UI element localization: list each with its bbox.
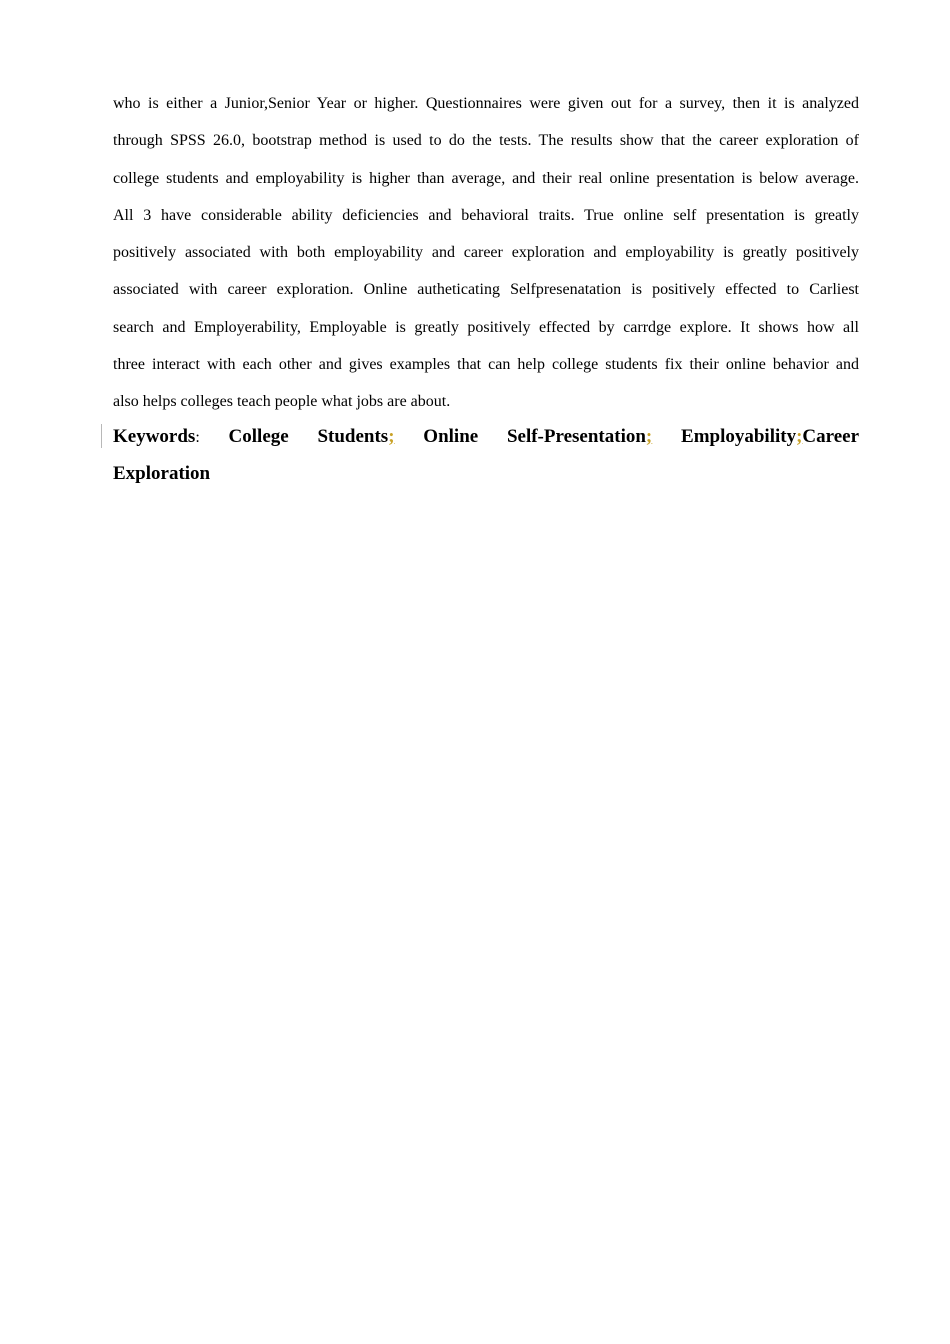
abstract-line: associated with career exploration. Online autheticating Selfpresenatation is positively effected to Carliest (113, 281, 859, 299)
keywords-colon: : (195, 429, 200, 446)
abstract-line: search and Employerability, Employable is greatly positively effected by carrdge explore. It shows how all (113, 318, 859, 336)
abstract-line: college students and employability is higher than average, and their real online presentation is below average. (113, 169, 859, 187)
keyword-item: Employability;Career (681, 426, 860, 447)
abstract-line: All 3 have considerable ability deficiencies and behavioral traits. True online self presentation is greatly (113, 206, 859, 224)
abstract-line: three interact with each other and gives examples that can help college students fix their online behavior and (113, 356, 859, 374)
tracked-change-bar (101, 424, 102, 448)
keywords-line (113, 418, 859, 455)
abstract-line: who is either a Junior,Senior Year or higher. Questionnaires were given out for a survey, then it is analyzed (113, 95, 859, 112)
keyword-separator: ; (645, 426, 653, 447)
keyword-item: College Students (228, 426, 389, 447)
keywords-label: Keywords (113, 426, 196, 447)
abstract-paragraph (113, 85, 859, 421)
keyword-item: Exploration (113, 463, 211, 484)
abstract-line: also helps colleges teach people what jobs are about. (113, 393, 451, 411)
keyword-separator: ; (388, 426, 395, 447)
abstract-line: positively associated with both employability and career exploration and employability is greatly positively (113, 244, 859, 262)
abstract-line: through SPSS 26.0, bootstrap method is used to do the tests. The results show that the career exploration of (113, 132, 859, 150)
keyword-separator: ; (796, 426, 803, 447)
keyword-item: Online Self-Presentation (423, 426, 646, 447)
keywords-paragraph (113, 418, 859, 492)
keywords-line (113, 455, 859, 492)
